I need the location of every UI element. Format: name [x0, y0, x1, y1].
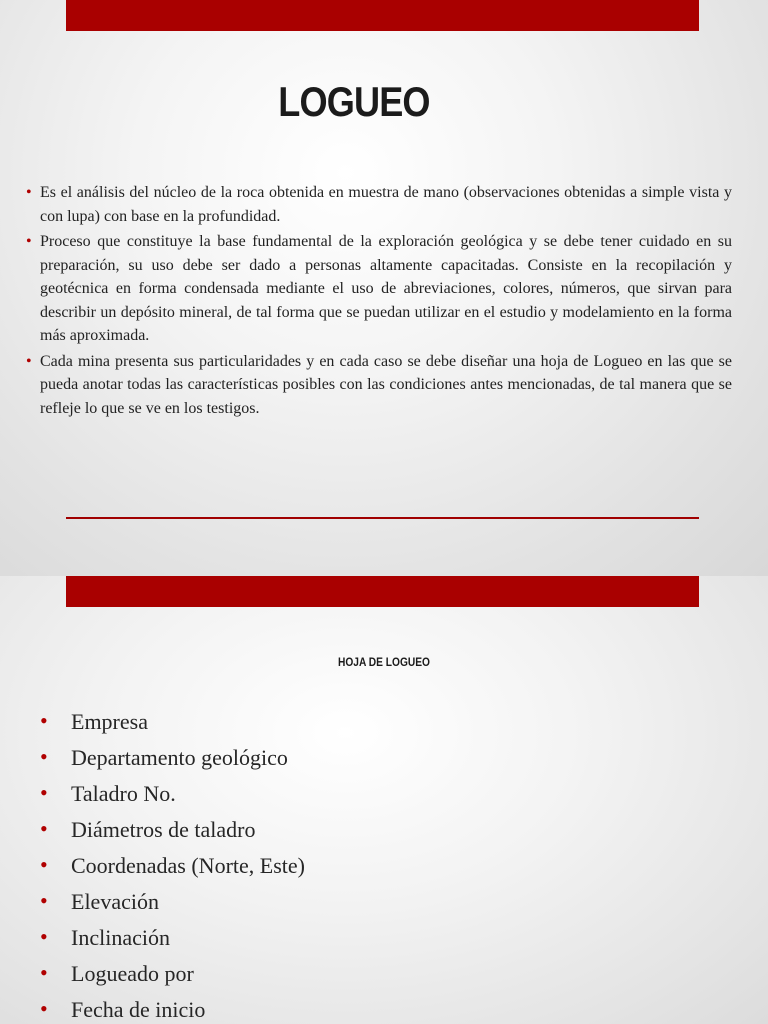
slide-title: LOGUEO — [278, 78, 430, 125]
definition-item — [26, 181, 732, 228]
list-item-label: Logueado por — [71, 961, 194, 986]
list-item — [40, 956, 305, 992]
bullet-icon: • — [26, 184, 32, 201]
list-item — [40, 992, 305, 1024]
definition-text: Es el análisis del núcleo de la roca obtenida en muestra de mano (observaciones obtenidas a simple vista y con lupa) con base en la profundidad. — [40, 184, 732, 225]
list-item — [40, 812, 305, 848]
list-item-label: Fecha de inicio — [71, 997, 206, 1022]
list-item — [40, 848, 305, 884]
bullet-icon: • — [40, 780, 48, 805]
slide-hoja-de-logueo — [0, 576, 768, 1024]
list-item-label: Departamento geológico — [71, 745, 288, 770]
bullet-icon: • — [40, 852, 48, 877]
field-list — [40, 704, 305, 1024]
bullet-icon: • — [40, 924, 48, 949]
definition-text: Proceso que constituye la base fundamental de la exploración geológica y se debe tener cuidado en su preparación, su uso debe ser dado a personas altamente capacitadas. Consiste en la recopilación y geotécnica en forma condensada mediante el uso de abreviaciones, colores, números, que sirvan para describir un depósito mineral, de tal forma que se puedan utilizar en el estudio y modelamiento en la forma más aproximada. — [40, 233, 732, 344]
list-item-label: Coordenadas (Norte, Este) — [71, 853, 305, 878]
bullet-icon: • — [40, 744, 48, 769]
list-item — [40, 704, 305, 740]
definition-text: Cada mina presenta sus particularidades y en cada caso se debe diseñar una hoja de Logueo en las que se pueda anotar todas las características posibles con las condiciones antes mencionadas, de tal manera que se refleje lo que se ve en los testigos. — [40, 352, 732, 417]
list-item — [40, 884, 305, 920]
definition-item — [26, 230, 732, 348]
list-item — [40, 740, 305, 776]
top-accent-bar — [66, 0, 699, 31]
bullet-icon: • — [26, 352, 32, 370]
list-item-label: Elevación — [71, 889, 159, 914]
top-accent-bar — [66, 576, 699, 607]
bullet-icon: • — [40, 996, 48, 1021]
list-item — [40, 776, 305, 812]
bottom-divider — [66, 517, 699, 519]
list-item — [40, 920, 305, 956]
bullet-icon: • — [40, 708, 48, 733]
bullet-icon: • — [40, 960, 48, 985]
bullet-icon: • — [40, 816, 48, 841]
bullet-icon: • — [26, 233, 32, 250]
list-item-label: Inclinación — [71, 925, 170, 950]
list-item-label: Empresa — [71, 709, 148, 734]
definition-item — [26, 350, 732, 421]
list-item-label: Taladro No. — [71, 781, 176, 806]
definition-list — [26, 181, 732, 422]
slide-title: HOJA DE LOGUEO — [337, 655, 430, 669]
bullet-icon: • — [40, 888, 48, 913]
list-item-label: Diámetros de taladro — [71, 817, 256, 842]
